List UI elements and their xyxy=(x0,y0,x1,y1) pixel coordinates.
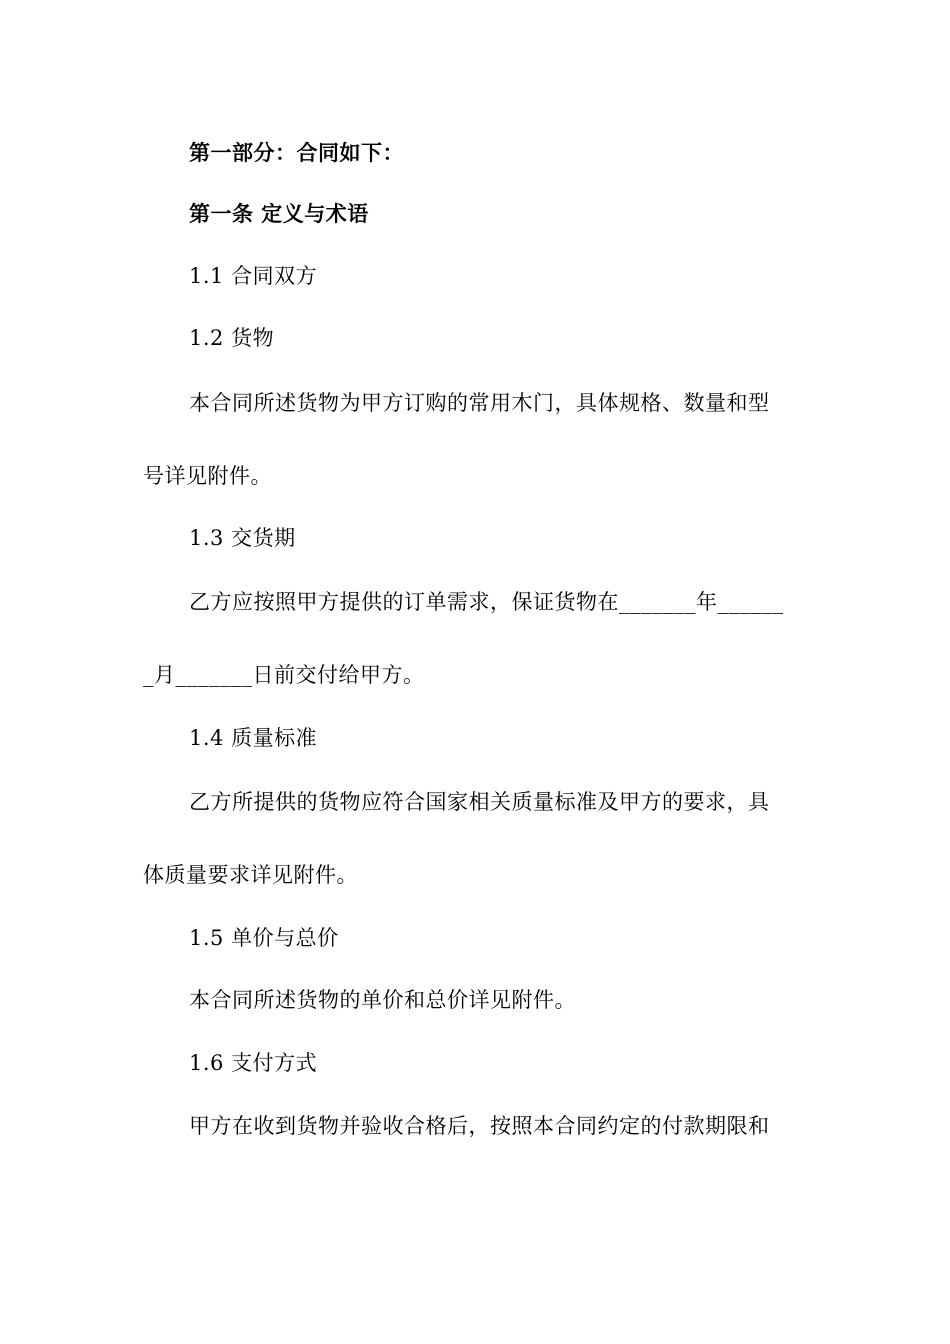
section-1-3-paragraph-line-1: 乙方应按照甲方提供的订单需求，保证货物在_______年______ xyxy=(189,590,784,614)
section-1-5-heading: 1.5 单价与总价 xyxy=(189,926,339,950)
section-1-2-heading: 1.2 货物 xyxy=(189,326,275,350)
section-1-2-paragraph-line-2: 号详见附件。 xyxy=(143,464,272,488)
section-1-5-paragraph: 本合同所述货物的单价和总价详见附件。 xyxy=(189,988,576,1012)
section-1-4-paragraph-line-1: 乙方所提供的货物应符合国家相关质量标准及甲方的要求，具 xyxy=(189,790,770,814)
section-1-6-paragraph-line-1: 甲方在收到货物并验收合格后，按照本合同约定的付款期限和 xyxy=(189,1114,770,1138)
section-1-4-heading: 1.4 质量标准 xyxy=(189,726,318,750)
section-1-2-paragraph-line-1: 本合同所述货物为甲方订购的常用木门，具体规格、数量和型 xyxy=(189,391,770,415)
section-1-1-heading: 1.1 合同双方 xyxy=(189,264,318,288)
article-heading: 第一条 定义与术语 xyxy=(189,201,369,226)
section-1-4-paragraph-line-2: 体质量要求详见附件。 xyxy=(143,863,358,887)
section-1-3-heading: 1.3 交货期 xyxy=(189,526,296,550)
section-1-6-heading: 1.6 支付方式 xyxy=(189,1051,318,1075)
part-heading: 第一部分：合同如下： xyxy=(189,140,404,165)
section-1-3-paragraph-line-2: _月_______日前交付给甲方。 xyxy=(143,663,425,687)
